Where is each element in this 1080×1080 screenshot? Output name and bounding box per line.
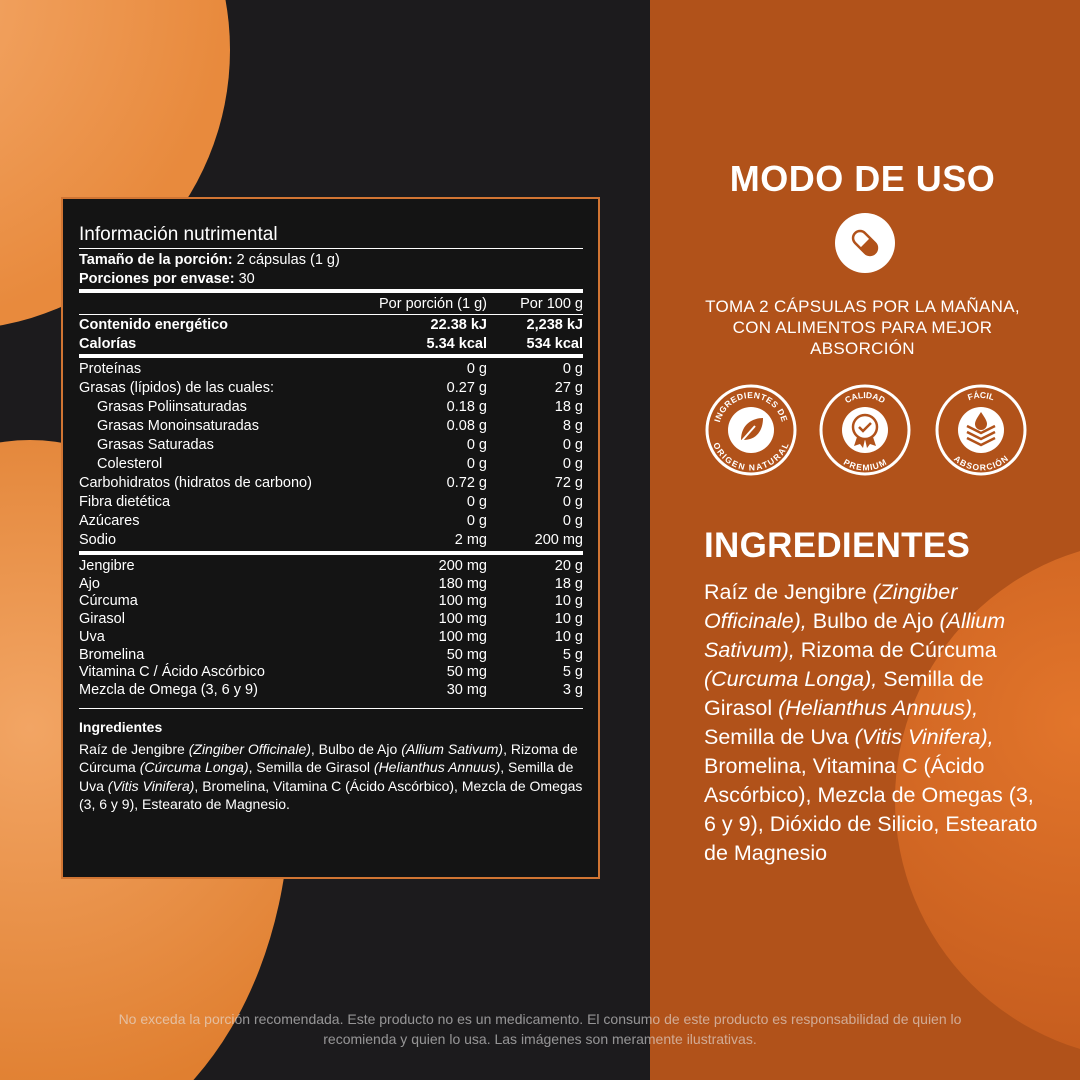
nutrient-label: Girasol xyxy=(79,611,125,628)
nutrient-value: 5 g xyxy=(562,664,583,681)
ingredient-text-part: (Helianthus Annuus), xyxy=(778,696,979,720)
nutrient-value: 8 g xyxy=(562,418,583,434)
nutrient-value: 0 g xyxy=(466,361,487,377)
premium-quality-badge xyxy=(819,384,911,476)
nutrient-value: 50 mg xyxy=(446,646,487,663)
ingredient-text-part: , Bromelina, Vitamina C (Ácido Ascórbico), Mezcla de Omegas (3, 6 y 9), Estearato de Magnesio. xyxy=(79,777,583,813)
nutrition-row xyxy=(79,593,583,611)
nutrient-value: 18 g xyxy=(554,399,583,415)
servings-row xyxy=(79,270,583,293)
nutrition-facts-panel xyxy=(61,197,600,879)
svg-text:FÁCIL xyxy=(966,390,995,402)
col1-header: Por porción (1 g) xyxy=(379,296,487,312)
nutrient-value: 0.27 g xyxy=(446,380,487,396)
nutrition-title: Información nutrimental xyxy=(79,224,583,249)
nutrient-value: 10 g xyxy=(554,593,583,610)
nutrition-row xyxy=(79,335,583,354)
ingredient-text-part: (Cúrcuma Longa) xyxy=(139,759,249,776)
energy-section xyxy=(79,315,583,358)
serving-size-value: 2 cápsulas (1 g) xyxy=(236,252,340,268)
nutrient-value: 180 mg xyxy=(438,575,487,592)
ingredient-text-part: Semilla de Uva xyxy=(704,725,855,749)
nutrient-label: Bromelina xyxy=(79,646,145,663)
nutrient-label: Proteínas xyxy=(79,361,142,377)
nutrient-value: 72 g xyxy=(554,475,583,491)
ingredient-text-part: , Semilla de Uva xyxy=(79,759,574,794)
nutrition-row xyxy=(79,455,583,474)
nutrition-row xyxy=(79,436,583,455)
nutrient-value: 0 g xyxy=(562,361,583,377)
nutrient-value: 5.34 kcal xyxy=(426,336,487,352)
ingredient-text-part: Bulbo de Ajo xyxy=(806,609,940,633)
nutrient-value: 0.08 g xyxy=(446,418,487,434)
nutrition-row xyxy=(79,493,583,512)
nutrient-label: Cúrcuma xyxy=(79,593,138,610)
ingredient-text-part: (Vitis Vinifera), xyxy=(854,725,994,749)
nutrient-value: 0 g xyxy=(466,456,487,472)
nutrition-row xyxy=(79,360,583,379)
nutrition-row xyxy=(79,379,583,398)
usage-title: MODO DE USO xyxy=(729,158,996,199)
usage-text: TOMA 2 CÁPSULAS POR LA MAÑANA, CON ALIMENTOS PARA MEJOR ABSORCIÓN xyxy=(705,297,1020,358)
ingredient-text-part: (Curcuma Longa), xyxy=(704,667,878,691)
nutrient-value: 50 mg xyxy=(446,664,487,681)
ingredients-text xyxy=(79,740,583,814)
servings-value: 30 xyxy=(238,271,255,287)
nutrient-value: 18 g xyxy=(554,575,583,592)
nutrient-label: Carbohidratos (hidratos de carbono) xyxy=(79,475,312,491)
serving-size-row xyxy=(79,251,583,270)
col2-header: Por 100 g xyxy=(520,296,583,312)
ingredients-heading: INGREDIENTES xyxy=(704,526,971,565)
nutrients-section xyxy=(79,358,583,555)
nutrient-value: 0 g xyxy=(466,513,487,529)
badge-bottom-text: PREMIUM xyxy=(841,456,888,473)
nutrient-value: 27 g xyxy=(554,380,583,396)
nutrient-label: Jengibre xyxy=(79,558,135,574)
nutrition-row xyxy=(79,629,583,647)
ingredient-text-part: Raíz de Jengibre xyxy=(79,740,189,757)
nutrition-row xyxy=(79,398,583,417)
svg-text:CALIDAD xyxy=(843,390,887,405)
disclaimer-text: No exceda la porción recomendada. Este producto no es un medicamento. El consumo de este producto es responsabilidad de quien lo recomienda y quien lo usa. Las imágenes son meramente ilustrativas. xyxy=(118,1011,962,1047)
nutrient-value: 0 g xyxy=(466,437,487,453)
ingredient-text-part: (Allium Sativum), xyxy=(704,609,1006,662)
ingredient-text-part: (Zingiber Officinale) xyxy=(188,740,311,757)
nutrition-row xyxy=(79,647,583,665)
nutrient-value: 22.38 kJ xyxy=(430,317,487,333)
nutrition-row xyxy=(79,611,583,629)
badge-top-text: FÁCIL xyxy=(966,389,996,403)
nutrient-value: 20 g xyxy=(554,558,583,574)
badge-top-text: INGREDIENTES DE xyxy=(712,389,790,424)
nutrient-value: 0 g xyxy=(562,437,583,453)
nutrient-value: 0 g xyxy=(562,456,583,472)
nutrient-value: 3 g xyxy=(562,681,583,698)
ingredient-text-part: Semilla de Girasol xyxy=(704,667,984,720)
nutrition-row xyxy=(79,558,583,576)
nutrition-row xyxy=(79,664,583,682)
nutrition-row xyxy=(79,531,583,550)
nutrient-label: Calorías xyxy=(79,336,137,352)
nutrient-label: Contenido energético xyxy=(79,317,229,333)
ingredient-text-part: Raíz de Jengibre xyxy=(704,580,873,604)
ingredients-body xyxy=(704,578,1039,868)
ingredient-text-part: Bromelina, Vitamina C (Ácido Ascórbico), Mezcla de Omegas (3, 6 y 9), Dióxido de Silicio, Estearato de Magnesio xyxy=(704,754,1038,865)
badge-top-text: CALIDAD xyxy=(843,389,887,406)
actives-section xyxy=(79,555,583,709)
nutrition-row xyxy=(79,417,583,436)
nutrient-value: 0.18 g xyxy=(446,399,487,415)
nutrient-value: 0.72 g xyxy=(446,475,487,491)
nutrition-row xyxy=(79,512,583,531)
nutrient-value: 10 g xyxy=(554,628,583,645)
servings-label: Porciones por envase: xyxy=(79,271,235,287)
nutrient-label: Mezcla de Omega (3, 6 y 9) xyxy=(79,681,258,698)
ingredient-text-part: (Helianthus Annuus) xyxy=(373,759,501,776)
nutrition-row xyxy=(79,576,583,594)
nutrient-value: 534 kcal xyxy=(526,336,583,352)
nutrition-row xyxy=(79,316,583,335)
ingredient-text-part: (Allium Sativum) xyxy=(401,740,504,757)
nutrient-value: 200 mg xyxy=(438,558,487,574)
column-header-row xyxy=(79,293,583,315)
nutrient-value: 100 mg xyxy=(438,611,487,628)
serving-size-label: Tamaño de la porción: xyxy=(79,252,233,268)
nutrient-value: 100 mg xyxy=(438,628,487,645)
nutrient-value: 5 g xyxy=(562,646,583,663)
nutrient-label: Sodio xyxy=(79,532,117,548)
easy-absorption-badge xyxy=(935,384,1027,476)
natural-ingredients-badge xyxy=(705,384,797,476)
nutrient-value: 30 mg xyxy=(446,681,487,698)
ingredient-text-part: , Semilla de Girasol xyxy=(248,759,374,776)
nutrient-value: 100 mg xyxy=(438,593,487,610)
nutrient-label: Grasas (lípidos) de las cuales: xyxy=(79,380,275,396)
nutrient-value: 0 g xyxy=(562,494,583,510)
nutrient-value: 2 mg xyxy=(454,532,487,548)
capsule-icon xyxy=(835,213,895,273)
nutrient-label: Uva xyxy=(79,628,105,645)
badge-bottom-text: ABSORCIÓN xyxy=(952,453,1010,473)
ingredients-label: Ingredientes xyxy=(79,718,163,735)
nutrient-label: Ajo xyxy=(79,575,100,592)
nutrition-row xyxy=(79,474,583,493)
nutrient-value: 10 g xyxy=(554,611,583,628)
ingredient-text-part: (Vitis Vinifera) xyxy=(107,777,195,794)
ingredient-text-part: (Zingiber Officinale), xyxy=(704,580,958,633)
nutrient-value: 0 g xyxy=(466,494,487,510)
ingredient-text-part: Rizoma de Cúrcuma xyxy=(794,638,997,662)
ingredient-text-part: , Bulbo de Ajo xyxy=(310,740,402,757)
nutrient-value: 200 mg xyxy=(534,532,583,548)
nutrient-label: Fibra dietética xyxy=(79,494,171,510)
nutrient-label: Grasas Saturadas xyxy=(97,437,214,453)
badge-bottom-text: ORIGEN NATURAL xyxy=(711,440,791,473)
nutrition-row xyxy=(79,682,583,700)
nutrient-value: 0 g xyxy=(562,513,583,529)
nutrient-value: 2,238 kJ xyxy=(526,317,583,333)
nutrient-label: Grasas Poliinsaturadas xyxy=(97,399,247,415)
ingredient-text-part: , Rizoma de Cúrcuma xyxy=(79,740,578,776)
nutrient-label: Vitamina C / Ácido Ascórbico xyxy=(79,664,265,681)
nutrient-label: Colesterol xyxy=(97,456,163,472)
nutrient-label: Azúcares xyxy=(79,513,140,529)
nutrient-label: Grasas Monoinsaturadas xyxy=(97,418,259,434)
